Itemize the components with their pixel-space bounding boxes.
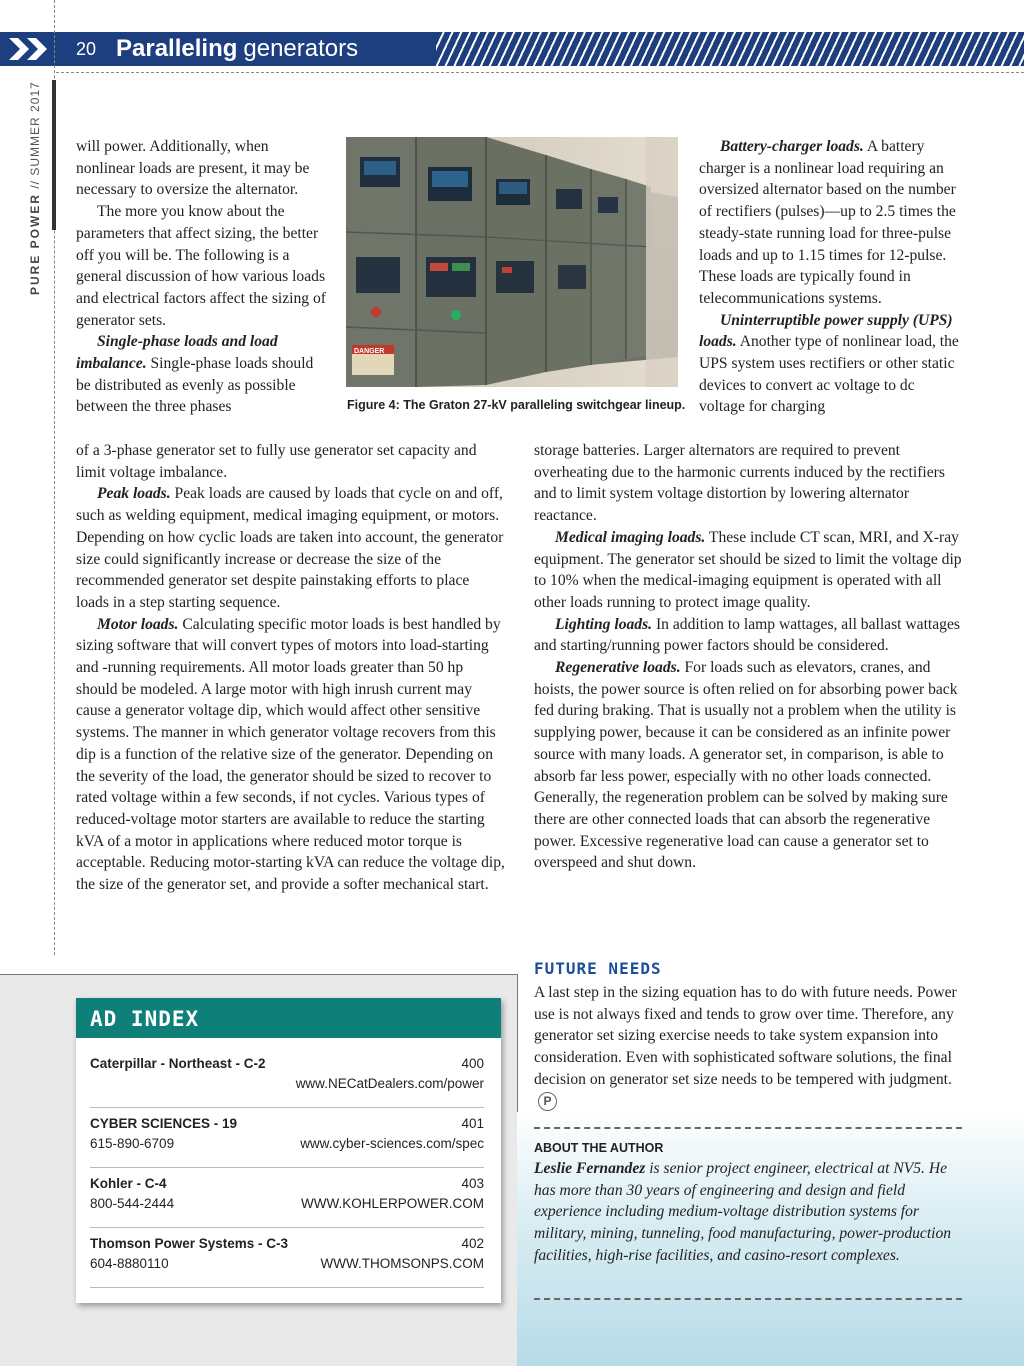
margin-bar xyxy=(52,80,56,230)
paragraph xyxy=(699,136,961,310)
ad-entry xyxy=(90,1168,484,1228)
paragraph xyxy=(76,483,506,613)
about-author-heading: ABOUT THE AUTHOR xyxy=(534,1141,664,1155)
advertiser-name: Kohler - C-4 xyxy=(90,1176,167,1191)
author-bio-text: is senior project engineer, electrical at NV5. He has more than 30 years of engineering and design and field experience including medium-voltage distribution systems for military, mining, tunneling, food manufacturing, power-production facilities, high-rise facilities, and casino-resort complexes. xyxy=(534,1160,952,1264)
paragraph-text: Peak loads are caused by loads that cycle on and off, such as welding equipment, medical imaging equipment, or motors. Depending on how cyclic loads are taken into account, the generator size could significantly increase or decrease the size of the recommended generator set despite painstaking efforts to place loads in a step starting sequence. xyxy=(76,485,504,611)
ad-index-border-top xyxy=(0,974,517,975)
paragraph-text: Calculating specific motor loads is best handled by sizing software that will convert types of motors into load-starting and -running requirements. All motor loads greater than 50 hp should be modeled. A large motor with high inrush current may cause a generator voltage dip, which would affect other sensitive systems. The manner in which generator voltage recovers from this dip is a function of the relative size of the generator. Depending on the severity of the load, the generator should be sized to recover to rated voltage within a few seconds, if not cycles. Various types of reduced-voltage motor starters are available to reduce the starting kVA of a motor in applications where reduced motor torque is acceptable. Reducing motor-starting kVA can reduce the voltage dip, the size of the generator set, and provide a softer mechanical start. xyxy=(76,615,505,894)
ad-index-box xyxy=(76,998,501,1303)
section-title-bold: Paralleling xyxy=(116,35,238,62)
advertiser-phone: 615-890-6709 xyxy=(90,1136,175,1151)
advertiser-name: Caterpillar - Northeast - C-2 xyxy=(90,1056,266,1071)
paragraph xyxy=(534,527,964,614)
paragraph-text: Another type of nonlinear load, the UPS system uses rectifiers or other static devices to convert ac voltage to dc voltage for charging xyxy=(699,333,959,416)
ad-page-number: 403 xyxy=(461,1176,484,1191)
column-2-bottom xyxy=(534,440,964,874)
paragraph-text: A battery charger is a nonlinear load requiring an oversized alternator based on the number of rectifiers (pulses)—up to 2.5 times the steady-state running load for three-pulse loads and up to 1.15 times for 12-pulse. These loads are typically found in telecommunications systems. xyxy=(699,138,956,307)
switchgear-photo xyxy=(346,137,678,387)
paragraph-lead: Uninterruptible power supply (UPS) loads. xyxy=(699,311,953,351)
ad-entry xyxy=(90,1228,484,1288)
paragraph xyxy=(534,614,964,657)
author-divider-bottom xyxy=(534,1298,962,1300)
advertiser-url[interactable]: www.NECatDealers.com/power xyxy=(295,1076,484,1091)
paragraph xyxy=(534,657,964,874)
page-number: 20 xyxy=(76,39,97,59)
ad-entry xyxy=(90,1108,484,1168)
paragraph-text: Single-phase loads should be distributed as evenly as possible between the three phases xyxy=(76,355,314,416)
ad-page-number: 402 xyxy=(461,1236,484,1251)
end-mark-icon: P xyxy=(538,1092,557,1111)
paragraph xyxy=(76,331,331,418)
paragraph xyxy=(76,201,331,331)
paragraph-text: The more you know about the parameters that affect sizing, the better off you will be. The following is a general discussion of how various loads and electrical factors affect the sizing of generator sets. xyxy=(76,203,326,329)
advertiser-url[interactable]: WWW.KOHLERPOWER.COM xyxy=(301,1196,484,1211)
ad-index-heading: AD INDEX xyxy=(76,998,501,1038)
author-bio xyxy=(534,1158,954,1267)
paragraph-text: of a 3-phase generator set to fully use generator set capacity and limit voltage imbalance. xyxy=(76,442,477,481)
paragraph-lead: Lighting loads. xyxy=(555,615,653,633)
author-divider-top xyxy=(534,1127,962,1129)
column-1-top xyxy=(76,136,331,418)
section-title xyxy=(116,32,358,66)
figure-caption: Figure 4: The Graton 27-kV paralleling switchgear lineup. xyxy=(347,398,686,412)
advertiser-phone: 604-8880110 xyxy=(90,1256,169,1271)
header-stripes xyxy=(436,32,1024,66)
page-header xyxy=(0,32,1024,66)
future-needs-text xyxy=(534,982,964,1112)
section-title-light: generators xyxy=(243,35,359,62)
paragraph-lead: Battery-charger loads. xyxy=(720,138,864,155)
advertiser-phone: 800-544-2444 xyxy=(90,1196,175,1211)
paragraph xyxy=(76,440,506,483)
paragraph xyxy=(76,136,331,201)
ad-page-number: 401 xyxy=(461,1116,484,1131)
paragraph-lead: Motor loads. xyxy=(97,615,179,633)
author-name: Leslie Fernandez xyxy=(534,1160,646,1177)
paragraph xyxy=(534,440,964,527)
column-3-top xyxy=(699,136,961,418)
paragraph-lead: Medical imaging loads. xyxy=(555,528,706,546)
paragraph xyxy=(76,614,506,896)
column-1-bottom xyxy=(76,440,506,896)
issue-label: // SUMMER 2017 xyxy=(28,81,42,193)
paragraph-text: storage batteries. Larger alternators are required to prevent overheating due to the harmonic currents induced by the rectifiers and to limit system voltage distortion by lowering alternator reactance. xyxy=(534,442,945,525)
paragraph xyxy=(699,310,961,419)
ad-page-number: 400 xyxy=(461,1056,484,1071)
double-chevron-right-icon xyxy=(0,32,58,66)
paragraph-lead: Single-phase loads and load imbalance. xyxy=(76,333,278,373)
ad-entry xyxy=(90,1048,484,1108)
paragraph-text: In addition to lamp wattages, all ballast wattages and starting/running power factors should be considered. xyxy=(534,615,960,655)
danger-sticker: DANGER xyxy=(354,348,385,355)
paragraph-text: These include CT scan, MRI, and X-ray equipment. The generator set should be sized to limit the voltage dip to 10% when the medical-imaging equipment is operated with all other loads running to protect image quality. xyxy=(534,528,962,611)
future-needs-body: A last step in the sizing equation has to do with future needs. Power use is not always fixed and tends to grow over time. Therefore, any generator set sizing exercise needs to take system expansion into consideration. Even with sophisticated software solutions, the final decision on generator set size needs to be tempered with judgment. xyxy=(534,984,957,1088)
paragraph-text: For loads such as elevators, cranes, and hoists, the power source is often relied on for absorbing power back fed during braking. That is usually not a problem when the utility is supplying power, because it can be considered as an infinite power source with many loads. A generator set, in comparison, is able to absorb far less power, especially with no other loads connected. Generally, the regeneration problem can be solved by making sure there are other connected loads that can absorb the regenerative power. Excessive regenerative load can cause a generator set to overspeed and shut down. xyxy=(534,659,958,872)
paragraph-lead: Regenerative loads. xyxy=(555,659,681,677)
future-needs-heading: FUTURE NEEDS xyxy=(534,959,662,978)
advertiser-url[interactable]: WWW.THOMSONPS.COM xyxy=(320,1256,484,1271)
advertiser-url[interactable]: www.cyber-sciences.com/spec xyxy=(300,1136,484,1151)
publication-label xyxy=(28,81,42,295)
advertiser-name: CYBER SCIENCES - 19 xyxy=(90,1116,238,1131)
advertiser-name: Thomson Power Systems - C-3 xyxy=(90,1236,289,1251)
publication-name: PURE POWER xyxy=(28,192,42,295)
paragraph-text: will power. Additionally, when nonlinear loads are present, it may be necessary to oversize the alternator. xyxy=(76,138,310,199)
header-divider xyxy=(56,72,1024,73)
paragraph-lead: Peak loads. xyxy=(97,485,171,503)
